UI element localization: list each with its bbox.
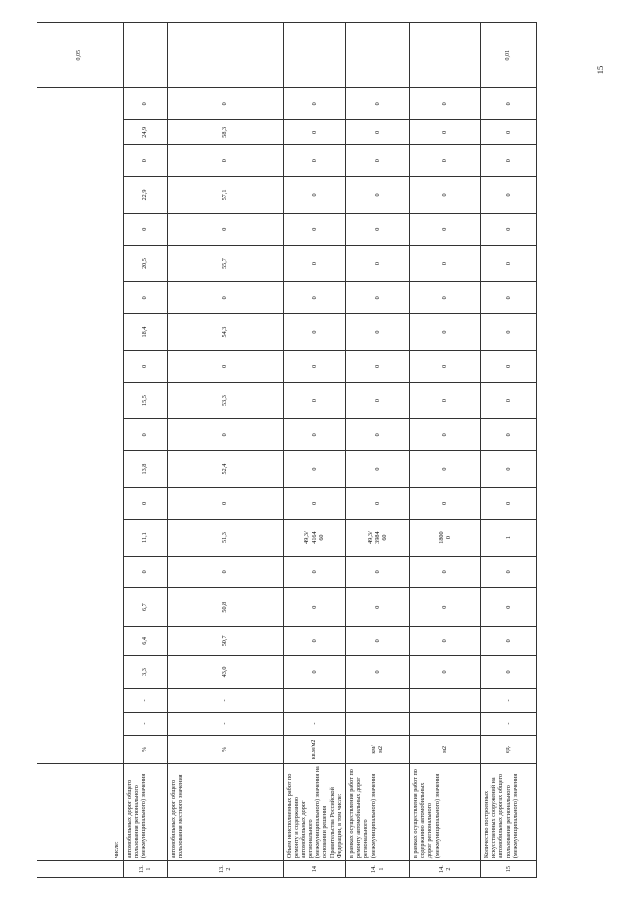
value-cell: 0 <box>346 382 410 419</box>
indicator-name-cell: в рамках осуществления работ по ремонту автомобильных дорог регионального (межмуниципального) значения <box>346 764 410 861</box>
value-cell: 53,3 <box>167 382 283 419</box>
value-cell: 0 <box>481 588 537 627</box>
value-cell: 0 <box>410 350 481 382</box>
table-row <box>37 23 123 878</box>
row-number-cell: 14. 2 <box>410 861 481 878</box>
value-cell: 0 <box>283 382 346 419</box>
value-cell: 0 <box>410 145 481 177</box>
indicator-name-cell: автомобильных дорог общего пользования регионального (межмуниципального) значения <box>123 764 167 861</box>
value-cell: 0 <box>283 145 346 177</box>
value-cell: 0 <box>283 88 346 120</box>
value-cell: 0 <box>283 655 346 689</box>
value-cell: 0 <box>346 350 410 382</box>
value-cell: 0 <box>481 120 537 145</box>
value-cell: 49,3/ 3984 60 <box>346 519 410 556</box>
value-cell: 52,4 <box>167 451 283 488</box>
value-cell: 0 <box>167 88 283 120</box>
value-cell: 15,5 <box>123 382 167 419</box>
value-cell <box>283 23 346 88</box>
value-cell: 0 <box>410 282 481 314</box>
value-cell: - <box>481 712 537 735</box>
value-cell: 0 <box>167 145 283 177</box>
value-cell: 1800 0 <box>410 519 481 556</box>
value-cell: 54,3 <box>167 314 283 351</box>
value-cell: 11,1 <box>123 519 167 556</box>
value-cell: 0 <box>123 145 167 177</box>
value-cell: 0 <box>410 655 481 689</box>
value-cell: 0 <box>481 145 537 177</box>
value-cell: 0 <box>167 282 283 314</box>
value-cell: 0 <box>283 419 346 451</box>
value-cell: 0 <box>123 88 167 120</box>
value-cell: - <box>167 712 283 735</box>
value-cell: 0 <box>410 556 481 588</box>
empty-span-cell <box>37 88 123 764</box>
value-cell: 0 <box>123 488 167 520</box>
row-number-cell: 15 <box>481 861 537 878</box>
value-cell: 0 <box>123 556 167 588</box>
value-cell: 0 <box>346 145 410 177</box>
value-cell: 0 <box>410 588 481 627</box>
value-cell: 6,4 <box>123 627 167 655</box>
value-cell: 0 <box>481 556 537 588</box>
value-cell: 0 <box>346 282 410 314</box>
value-cell: 0,01 <box>481 23 537 88</box>
value-cell <box>346 23 410 88</box>
value-cell: 43,0 <box>167 655 283 689</box>
value-cell: 22,9 <box>123 177 167 214</box>
value-cell: - <box>481 689 537 712</box>
value-cell: 0 <box>346 88 410 120</box>
unit-cell: % <box>123 735 167 763</box>
value-cell: 6,7 <box>123 588 167 627</box>
value-cell: 0 <box>410 419 481 451</box>
value-cell <box>410 712 481 735</box>
value-cell: - <box>123 712 167 735</box>
value-cell: 0 <box>167 350 283 382</box>
value-cell: 0 <box>167 213 283 245</box>
value-cell: 1 <box>481 519 537 556</box>
value-cell: 18,4 <box>123 314 167 351</box>
value-cell: 0 <box>346 314 410 351</box>
value-cell: - <box>283 712 346 735</box>
value-cell: 0 <box>283 451 346 488</box>
unit-cell: ед. <box>481 735 537 763</box>
value-cell <box>410 689 481 712</box>
value-cell: 0 <box>346 245 410 282</box>
value-cell: 0 <box>346 627 410 655</box>
value-cell: 0 <box>346 556 410 588</box>
value-cell: 0 <box>410 382 481 419</box>
value-cell: 0 <box>283 177 346 214</box>
value-cell <box>346 712 410 735</box>
table-row <box>283 23 346 878</box>
value-cell: 50,7 <box>167 627 283 655</box>
value-cell: 58,3 <box>167 120 283 145</box>
value-cell: 50,8 <box>167 588 283 627</box>
value-cell: 0 <box>283 282 346 314</box>
indicator-name-cell: числе: <box>37 764 123 861</box>
value-cell: 0 <box>481 451 537 488</box>
table-row <box>481 23 537 878</box>
table-row <box>410 23 481 878</box>
value-cell: 0 <box>283 350 346 382</box>
value-cell: 0 <box>410 213 481 245</box>
value-cell: 0 <box>481 282 537 314</box>
value-cell: 0 <box>346 588 410 627</box>
value-cell: 0 <box>283 627 346 655</box>
value-cell: 0 <box>283 314 346 351</box>
value-cell: 20,5 <box>123 245 167 282</box>
value-cell <box>123 23 167 88</box>
table-row <box>167 23 283 878</box>
value-cell: 0 <box>481 177 537 214</box>
value-cell: 0 <box>481 314 537 351</box>
row-number-cell <box>37 861 123 878</box>
row-number-cell: 13. 1 <box>123 861 167 878</box>
value-cell: - <box>123 689 167 712</box>
value-cell: 0 <box>167 488 283 520</box>
row-number-cell: 14. 1 <box>346 861 410 878</box>
table-row <box>346 23 410 878</box>
value-cell: 0 <box>123 213 167 245</box>
value-cell: 0 <box>481 382 537 419</box>
indicator-name-cell: Количество построенных искусственных сооружений на автомобильных дорогах общего пользования регионального (межмуниципального) значения <box>481 764 537 861</box>
row-number-cell: 13. 2 <box>167 861 283 878</box>
value-cell: 0 <box>481 213 537 245</box>
value-cell: 0 <box>123 350 167 382</box>
page-number: 15 <box>595 65 605 75</box>
value-cell: 0 <box>481 88 537 120</box>
value-cell <box>167 23 283 88</box>
value-cell: 55,7 <box>167 245 283 282</box>
value-cell: 0 <box>346 177 410 214</box>
value-cell: - <box>167 689 283 712</box>
value-cell: 0 <box>481 655 537 689</box>
value-cell: 24,9 <box>123 120 167 145</box>
value-cell: 0 <box>481 627 537 655</box>
value-cell: 0 <box>481 488 537 520</box>
value-cell: 0 <box>410 88 481 120</box>
value-cell: 0 <box>346 655 410 689</box>
indicator-name-cell: Объем неисполненных работ по ремонту и содержанию автомобильных дорог регионального (межмуниципального) значения на основании решения Правительства Российской Федерации, в том числе: <box>283 764 346 861</box>
value-cell <box>346 689 410 712</box>
value-cell: 0 <box>283 588 346 627</box>
value-cell: 0 <box>167 556 283 588</box>
value-cell: 0 <box>167 419 283 451</box>
value-cell: 0 <box>410 314 481 351</box>
value-cell <box>410 23 481 88</box>
value-cell: 49,3/ 4164 60 <box>283 519 346 556</box>
value-cell: 0 <box>283 120 346 145</box>
value-cell: 0 <box>410 451 481 488</box>
unit-cell: кв.м/м2 <box>283 735 346 763</box>
value-cell: 0 <box>481 245 537 282</box>
row-number-cell: 14 <box>283 861 346 878</box>
table-row <box>123 23 167 878</box>
value-cell: 0 <box>283 556 346 588</box>
value-cell: 0 <box>283 245 346 282</box>
value-cell: 0 <box>123 419 167 451</box>
value-cell: 0 <box>346 213 410 245</box>
value-cell: 0 <box>346 419 410 451</box>
value-cell: 13,8 <box>123 451 167 488</box>
value-cell <box>283 689 346 712</box>
unit-cell: % <box>167 735 283 763</box>
value-cell: 0,05 <box>37 23 123 88</box>
value-cell: 0 <box>283 488 346 520</box>
unit-cell: км/ м2 <box>346 735 410 763</box>
unit-cell: м2 <box>410 735 481 763</box>
value-cell: 0 <box>410 120 481 145</box>
value-cell: 0 <box>123 282 167 314</box>
indicators-table <box>37 22 537 878</box>
value-cell: 0 <box>410 245 481 282</box>
indicator-name-cell: автомобильных дорог общего пользования местного значения <box>167 764 283 861</box>
value-cell: 0 <box>410 627 481 655</box>
value-cell: 0 <box>346 451 410 488</box>
value-cell: 0 <box>410 488 481 520</box>
value-cell: 0 <box>481 350 537 382</box>
value-cell: 0 <box>481 419 537 451</box>
value-cell: 0 <box>346 120 410 145</box>
value-cell: 57,1 <box>167 177 283 214</box>
value-cell: 0 <box>410 177 481 214</box>
value-cell: 51,3 <box>167 519 283 556</box>
indicator-name-cell: в рамках осуществления работ по содержанию автомобильных дорог регионального (межмуниципального) значения <box>410 764 481 861</box>
value-cell: 3,3 <box>123 655 167 689</box>
document-page <box>37 22 537 878</box>
value-cell: 0 <box>283 213 346 245</box>
value-cell: 0 <box>346 488 410 520</box>
